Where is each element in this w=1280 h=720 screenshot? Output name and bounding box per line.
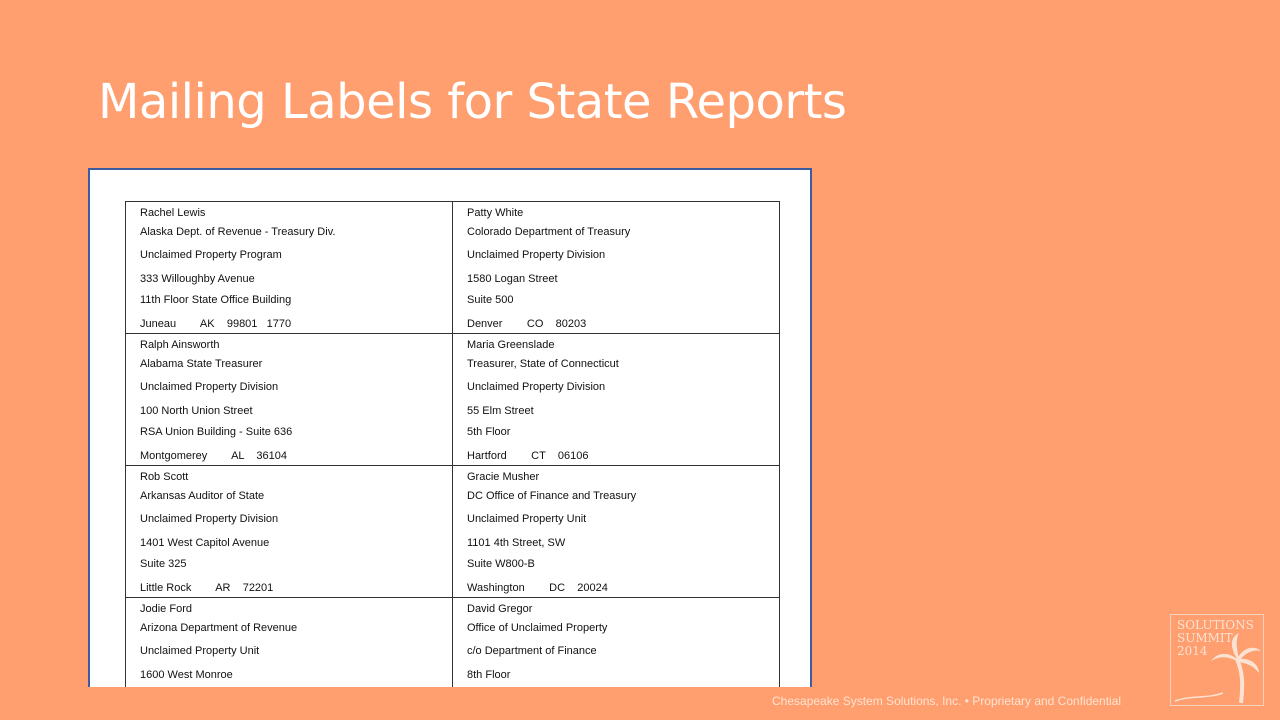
label-line: Rob Scott: [140, 471, 189, 483]
label-line: Patty White: [467, 207, 524, 219]
slide-title: Mailing Labels for State Reports: [98, 74, 847, 130]
label-line: Little Rock AR 72201: [140, 582, 274, 594]
solutions-summit-logo: [1170, 614, 1264, 706]
label-line: Gracie Musher: [467, 471, 540, 483]
label-line: c/o Department of Finance: [467, 645, 597, 657]
logo-line-1: SOLUTIONS: [1177, 618, 1254, 632]
mailing-label: [126, 334, 453, 466]
label-line: Alaska Dept. of Revenue - Treasury Div.: [140, 226, 336, 238]
palm-tree-icon: [1171, 615, 1264, 706]
label-line: Jodie Ford: [140, 603, 192, 615]
label-line: Unclaimed Property Division: [467, 249, 606, 261]
label-line: Arizona Department of Revenue: [140, 622, 298, 634]
logo-line-2: SUMMIT: [1177, 631, 1233, 645]
label-line: Suite W800-B: [467, 558, 535, 570]
mailing-label-grid: [125, 201, 780, 687]
label-line: Unclaimed Property Unit: [140, 645, 260, 657]
label-line: Montgomerey AL 36104: [140, 450, 287, 462]
mailing-label: [453, 334, 780, 466]
document-image-frame: [88, 168, 812, 687]
label-line: Hartford CT 06106: [467, 450, 589, 462]
label-line: 11th Floor State Office Building: [140, 294, 292, 306]
mailing-label: [453, 466, 780, 598]
label-line: 333 Willoughby Avenue: [140, 273, 255, 285]
label-line: Treasurer, State of Connecticut: [467, 358, 619, 370]
mailing-label: [453, 598, 780, 687]
label-line: Maria Greenslade: [467, 339, 555, 351]
label-line: 1600 West Monroe: [140, 669, 233, 681]
label-line: Rachel Lewis: [140, 207, 206, 219]
logo-line-3: 2014: [1177, 644, 1208, 658]
label-line: Unclaimed Property Division: [140, 381, 279, 393]
label-line: Office of Unclaimed Property: [467, 622, 608, 634]
label-line: Unclaimed Property Unit: [467, 513, 587, 525]
label-line: 1101 4th Street, SW: [467, 537, 566, 549]
footer-text: Chesapeake System Solutions, Inc. • Proprietary and Confidential: [772, 694, 1122, 708]
label-line: Denver CO 80203: [467, 318, 587, 330]
label-line: Arkansas Auditor of State: [140, 490, 265, 502]
label-line: Suite 500: [467, 294, 514, 306]
label-line: DC Office of Finance and Treasury: [467, 490, 637, 502]
label-line: Unclaimed Property Division: [467, 381, 606, 393]
mailing-label: [126, 598, 453, 687]
mailing-label: [126, 466, 453, 598]
label-line: 55 Elm Street: [467, 405, 534, 417]
label-line: 100 North Union Street: [140, 405, 253, 417]
label-line: Juneau AK 99801 1770: [140, 318, 292, 330]
label-line: Colorado Department of Treasury: [467, 226, 631, 238]
label-line: David Gregor: [467, 603, 533, 615]
label-line: Suite 325: [140, 558, 187, 570]
mailing-label: [126, 202, 453, 334]
label-line: 1401 West Capitol Avenue: [140, 537, 270, 549]
label-line: Ralph Ainsworth: [140, 339, 220, 351]
label-line: RSA Union Building - Suite 636: [140, 426, 293, 438]
label-line: Alabama State Treasurer: [140, 358, 263, 370]
label-line: Washington DC 20024: [467, 582, 608, 594]
label-line: Unclaimed Property Program: [140, 249, 282, 261]
label-line: Unclaimed Property Division: [140, 513, 279, 525]
label-line: 5th Floor: [467, 426, 511, 438]
label-line: 1580 Logan Street: [467, 273, 558, 285]
mailing-label: [453, 202, 780, 334]
label-line: 8th Floor: [467, 669, 511, 681]
